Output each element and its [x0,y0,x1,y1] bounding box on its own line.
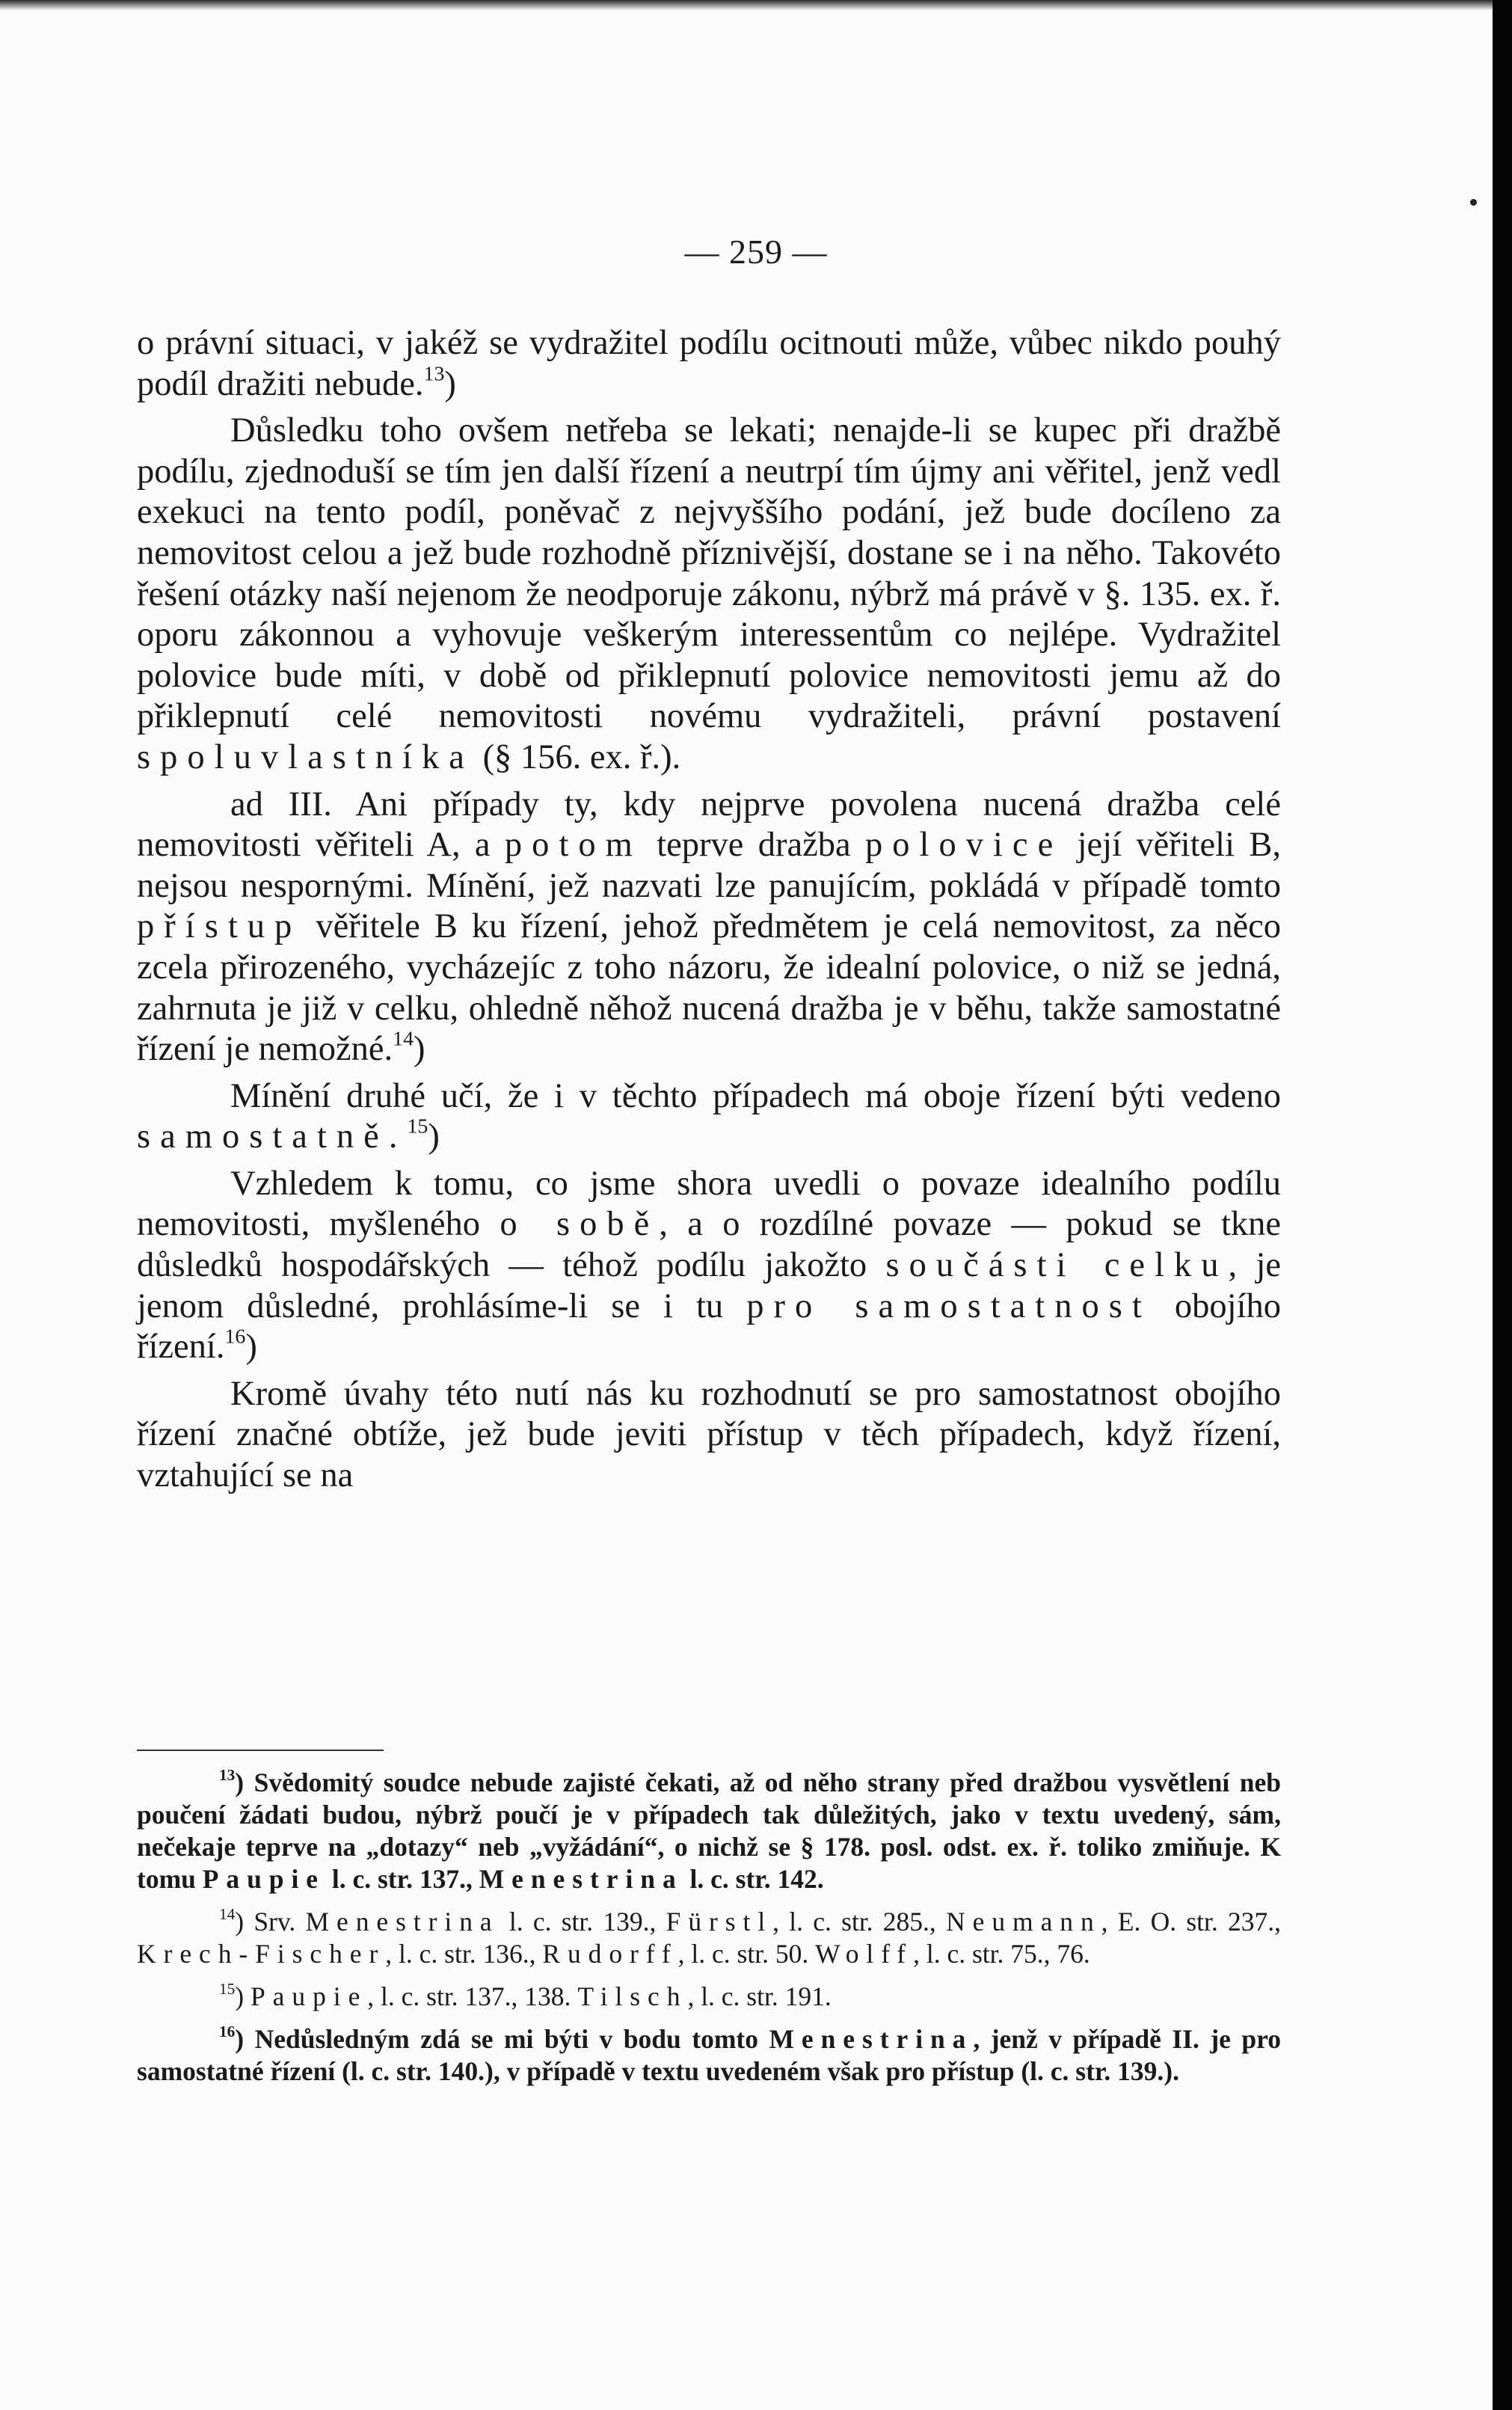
footnote-separator [137,1750,384,1751]
emphasis: polovice [864,826,1063,865]
paragraph: ad III. Ani případy ty, kdy nejprve povolena nucená dražba celé nemovitosti věřiteli A, a potom teprve dražba polovice její věřiteli B, nejsou nespornými. Mínění, jež nazvati lze panujícím, pokládá v případě tomto přístup věřitele B ku řízení, jehož předmětem je celá nemovitost, za něco zcela přirozeného, vycházejíc z toho názoru, že idealní polovice, o niž se jedná, zahrnuta je již v celku, ohledně něhož nucená dražba je v běhu, takže samostatné řízení je nemožné.$^{14}$) [137,785,1281,1069]
paragraph: Vzhledem k tomu, co jsme shora uvedli o povaze idealního podílu nemovitosti, myšleného o sobě, a o rozdílné povaze — pokud se tkne důsledků hospodářských — téhož podílu jakožto součásti celku, je jenom důsledné, prohlásíme-li se i tu pro samostatnost obojího řízení.$^{16}$) [137,1164,1282,1367]
footnote-ref: 15 [407,1114,428,1138]
footnote-14: $^{14}$) Srv. Menestrina l. c. str. 139., Fürstl, l. c. str. 285., Neumann, E. O. str. 237., Krech-Fischer, l. c. str. 136., Rudorff, l. c. str. 50. Wolff, l. c. str. 75., 76. [137,1905,1282,1969]
emphasis: potom [504,826,642,865]
paragraph: Důsledku toho ovšem netřeba se lekati; nenajde-li se kupec při dražbě podílu, zjednoduší se tím jen další řízení a neutrpí tím újmy ani věřitel, jenž vedl exekuci na tento podíl, poněvač z nejvyššího podání, jež bude docíleno za nemovitost celou a jež bude rozhodně příznivější, dostane se i na něho. Takovéto řešení otázky naší nejenom že neodporuje zákonu, nýbrž má právě v §. 135. ex. ř. oporu zákonnou a vyhovuje veškerým interessentům co nejlépe. Vydražitel polovice bude míti, v době od přiklepnutí polovice nemovitosti jemu až do přiklepnutí celé nemovitosti novému vydražiteli, právní postavení spoluvlastníka (§ 156. ex. ř.). [137,411,1281,776]
scan-top-shadow [0,0,1512,10]
footnote-13: $^{13}$) Svědomitý soudce nebude zajisté čekati, až od něho strany před dražbou vysvětlení neb poučení žádati budou, nýbrž poučí je v případech tak důležitých, jako v textu uvedený, sám, nečekaje teprve na „dotazy“ neb „vyžádání“, o nichž se § 178. posl. odst. ex. ř. toliko zmiňuje. K tomu Paupie l. c. str. 137., Menestrina l. c. str. 142. [137,1766,1281,1894]
footnote-ref: 14 [393,1027,414,1051]
paragraph: Kromě úvahy této nutí nás ku rozhodnutí se pro samostatnost obojího řízení značné obtíže, jež bude jeviti přístup v těch případech, když řízení, vztahující se na [137,1374,1281,1495]
paragraph: Mínění druhé učí, že i v těchto případech má oboje řízení býti vedeno samostatně.$^{15}$) [137,1076,1281,1156]
footnote-15: $^{15}$) Paupie, l. c. str. 137., 138. Tilsch, l. c. str. 191. [219,1980,832,2011]
emphasis: o sobě [500,1205,660,1244]
footnote-ref: 16 [224,1325,246,1349]
emphasis: samostatně. [137,1117,408,1156]
emphasis: spoluvlastníka [137,738,474,776]
footnote-ref: 13 [423,362,445,386]
emphasis: součásti celku [885,1246,1229,1285]
footnote-16: $^{16}$) Nedůsledným zdá se mi býti v bodu tomto Menestrina, jenž v případě II. je pro samostatné řízení (l. c. str. 140.), v případě v textu uvedeném však pro přístup (l. c. str. 139.). [137,2023,1281,2086]
footnotes [137,1767,1281,2098]
dust-speck [1470,199,1477,206]
emphasis: přístup [137,907,302,946]
page-number: — 259 — [684,233,828,271]
scan-right-border [1493,0,1512,2410]
body-text [137,323,1281,1503]
emphasis: pro samostatnost [746,1287,1152,1325]
paragraph: o právní situaci, v jakéž se vydražitel podílu ocitnouti může, vůbec nikdo pouhý podíl dražiti nebude.$^{13}$) [137,324,1281,403]
